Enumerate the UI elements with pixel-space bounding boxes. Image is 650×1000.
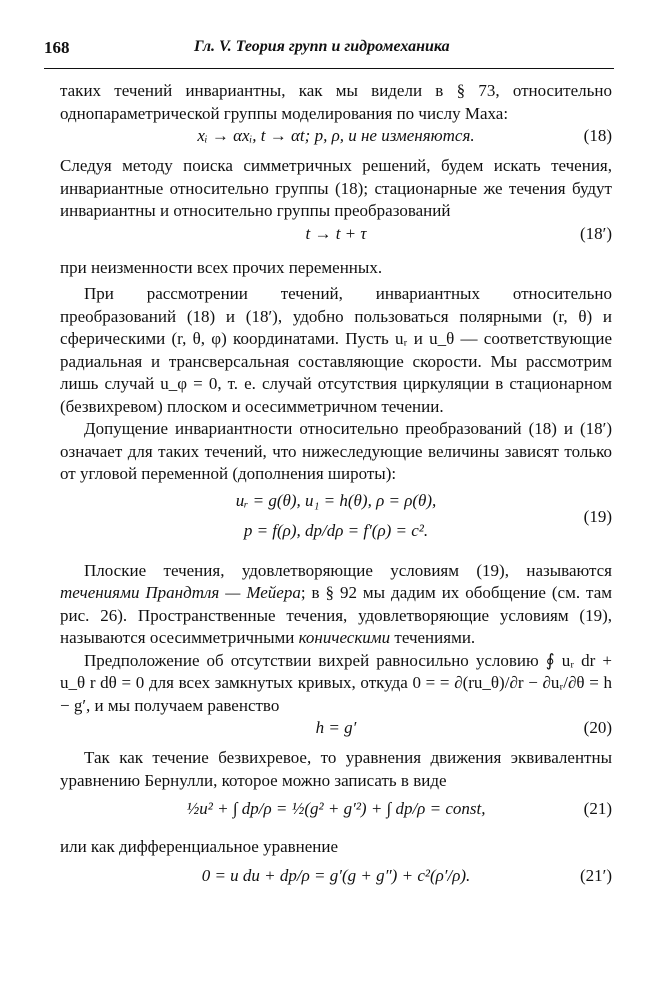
paragraph-5: Допущение инвариантности относительно преобразований (18) и (18′) означает для таких течений, что нижеследующие величины зависят только от угловой переменной (дополнения широты): (60, 419, 612, 483)
page-number: 168 (44, 38, 70, 57)
equation-18 (60, 125, 612, 151)
paragraph-9: или как дифференциальное уравнение (60, 837, 339, 856)
paragraph-7: Предположение об отсутствии вихрей равносильно условию ∮ uᵣ dr + u_θ r dθ = 0 для всех замкнутых кривых, откуда 0 = = ∂(ru_θ)/∂r − ∂uᵣ/∂θ = h − g′, и мы получаем равенство (60, 650, 612, 715)
paragraph-6-part-e: течениями. (390, 628, 476, 647)
equation-18-prime-number: (18′) (579, 223, 612, 243)
equation-18-prime-text: t → t + τ (305, 223, 367, 243)
equation-18-number: (18) (583, 126, 612, 145)
term-conical: коническими (298, 628, 391, 647)
equation-19-row-1: uᵣ = g(θ), u₁ = h(θ), ρ = ρ(θ), (235, 490, 437, 510)
equation-21-prime-number: (21′) (579, 865, 612, 885)
equation-21-number: (21) (583, 799, 612, 818)
equation-18-text: xᵢ → αxᵢ, t → αt; p, ρ, u не изменяются. (197, 126, 475, 145)
equation-21 (60, 798, 612, 832)
paragraph-6 (60, 560, 612, 650)
equation-21-prime (60, 865, 612, 899)
paragraph-2: Следуя методу поиска симметричных решений, будем искать течения, инвариантные относительно группы (18); стационарные же течения будут инвариантны и относительно группы преобразований (60, 156, 612, 220)
paragraph-8: Так как течение безвихревое, то уравнения движения эквивалентны уравнению Бернулли, которое можно записать в виде (60, 748, 612, 790)
equation-19-row-2: p = f(ρ), dp/dρ = f′(ρ) = c². (243, 520, 429, 540)
paragraph-6-part-c: ; в § 92 мы дадим их обобщение (см. там рис. 26). Пространственные течения, удовлетворяющие условиям (19), называются осесимметричными (60, 583, 613, 647)
header-rule (44, 68, 614, 69)
equation-20 (60, 717, 612, 743)
paragraph-6-part-a: Плоские течения, удовлетворяющие условиям (19), называются (84, 560, 612, 580)
equation-21-text: ½u² + ∫ dp/ρ = ½(g² + g′²) + ∫ dp/ρ = const, (186, 799, 486, 818)
equation-19-number: (19) (583, 506, 612, 526)
equation-18-prime (60, 223, 612, 257)
paragraph-4: При рассмотрении течений, инвариантных относительно преобразований (18) и (18′), удобно пользоваться полярными (r, θ) и сферическими (r, θ, φ) координатами. Пусть uᵣ и u_θ — соответствующие радиальная и трансверсальная составляющие скорости. Мы рассмотрим лишь случай u_φ = 0, т. е. случай отсутствия циркуляции в стационарном (безвихревом) плоском и осесимметричном течении. (60, 284, 612, 416)
equation-21-prime-text: 0 = u du + dp/ρ = g′(g + g″) + c²(ρ′/ρ). (201, 865, 471, 885)
paragraph-3: при неизменности всех прочих переменных. (60, 257, 383, 277)
running-title: Гл. V. Теория групп и гидромеханика (194, 38, 450, 55)
page-header (44, 38, 614, 64)
equation-20-text: h = g′ (315, 718, 357, 737)
term-prandtl-meyer: течениями Прандтля — Мейера (60, 583, 301, 602)
page-body (60, 80, 612, 899)
equation-19 (60, 490, 612, 554)
equation-20-number: (20) (583, 718, 612, 737)
paragraph-1: таких течений инвариантны, как мы видели в § 73, относительно однопараметрической группы моделирования по числу Маха: (60, 81, 612, 123)
